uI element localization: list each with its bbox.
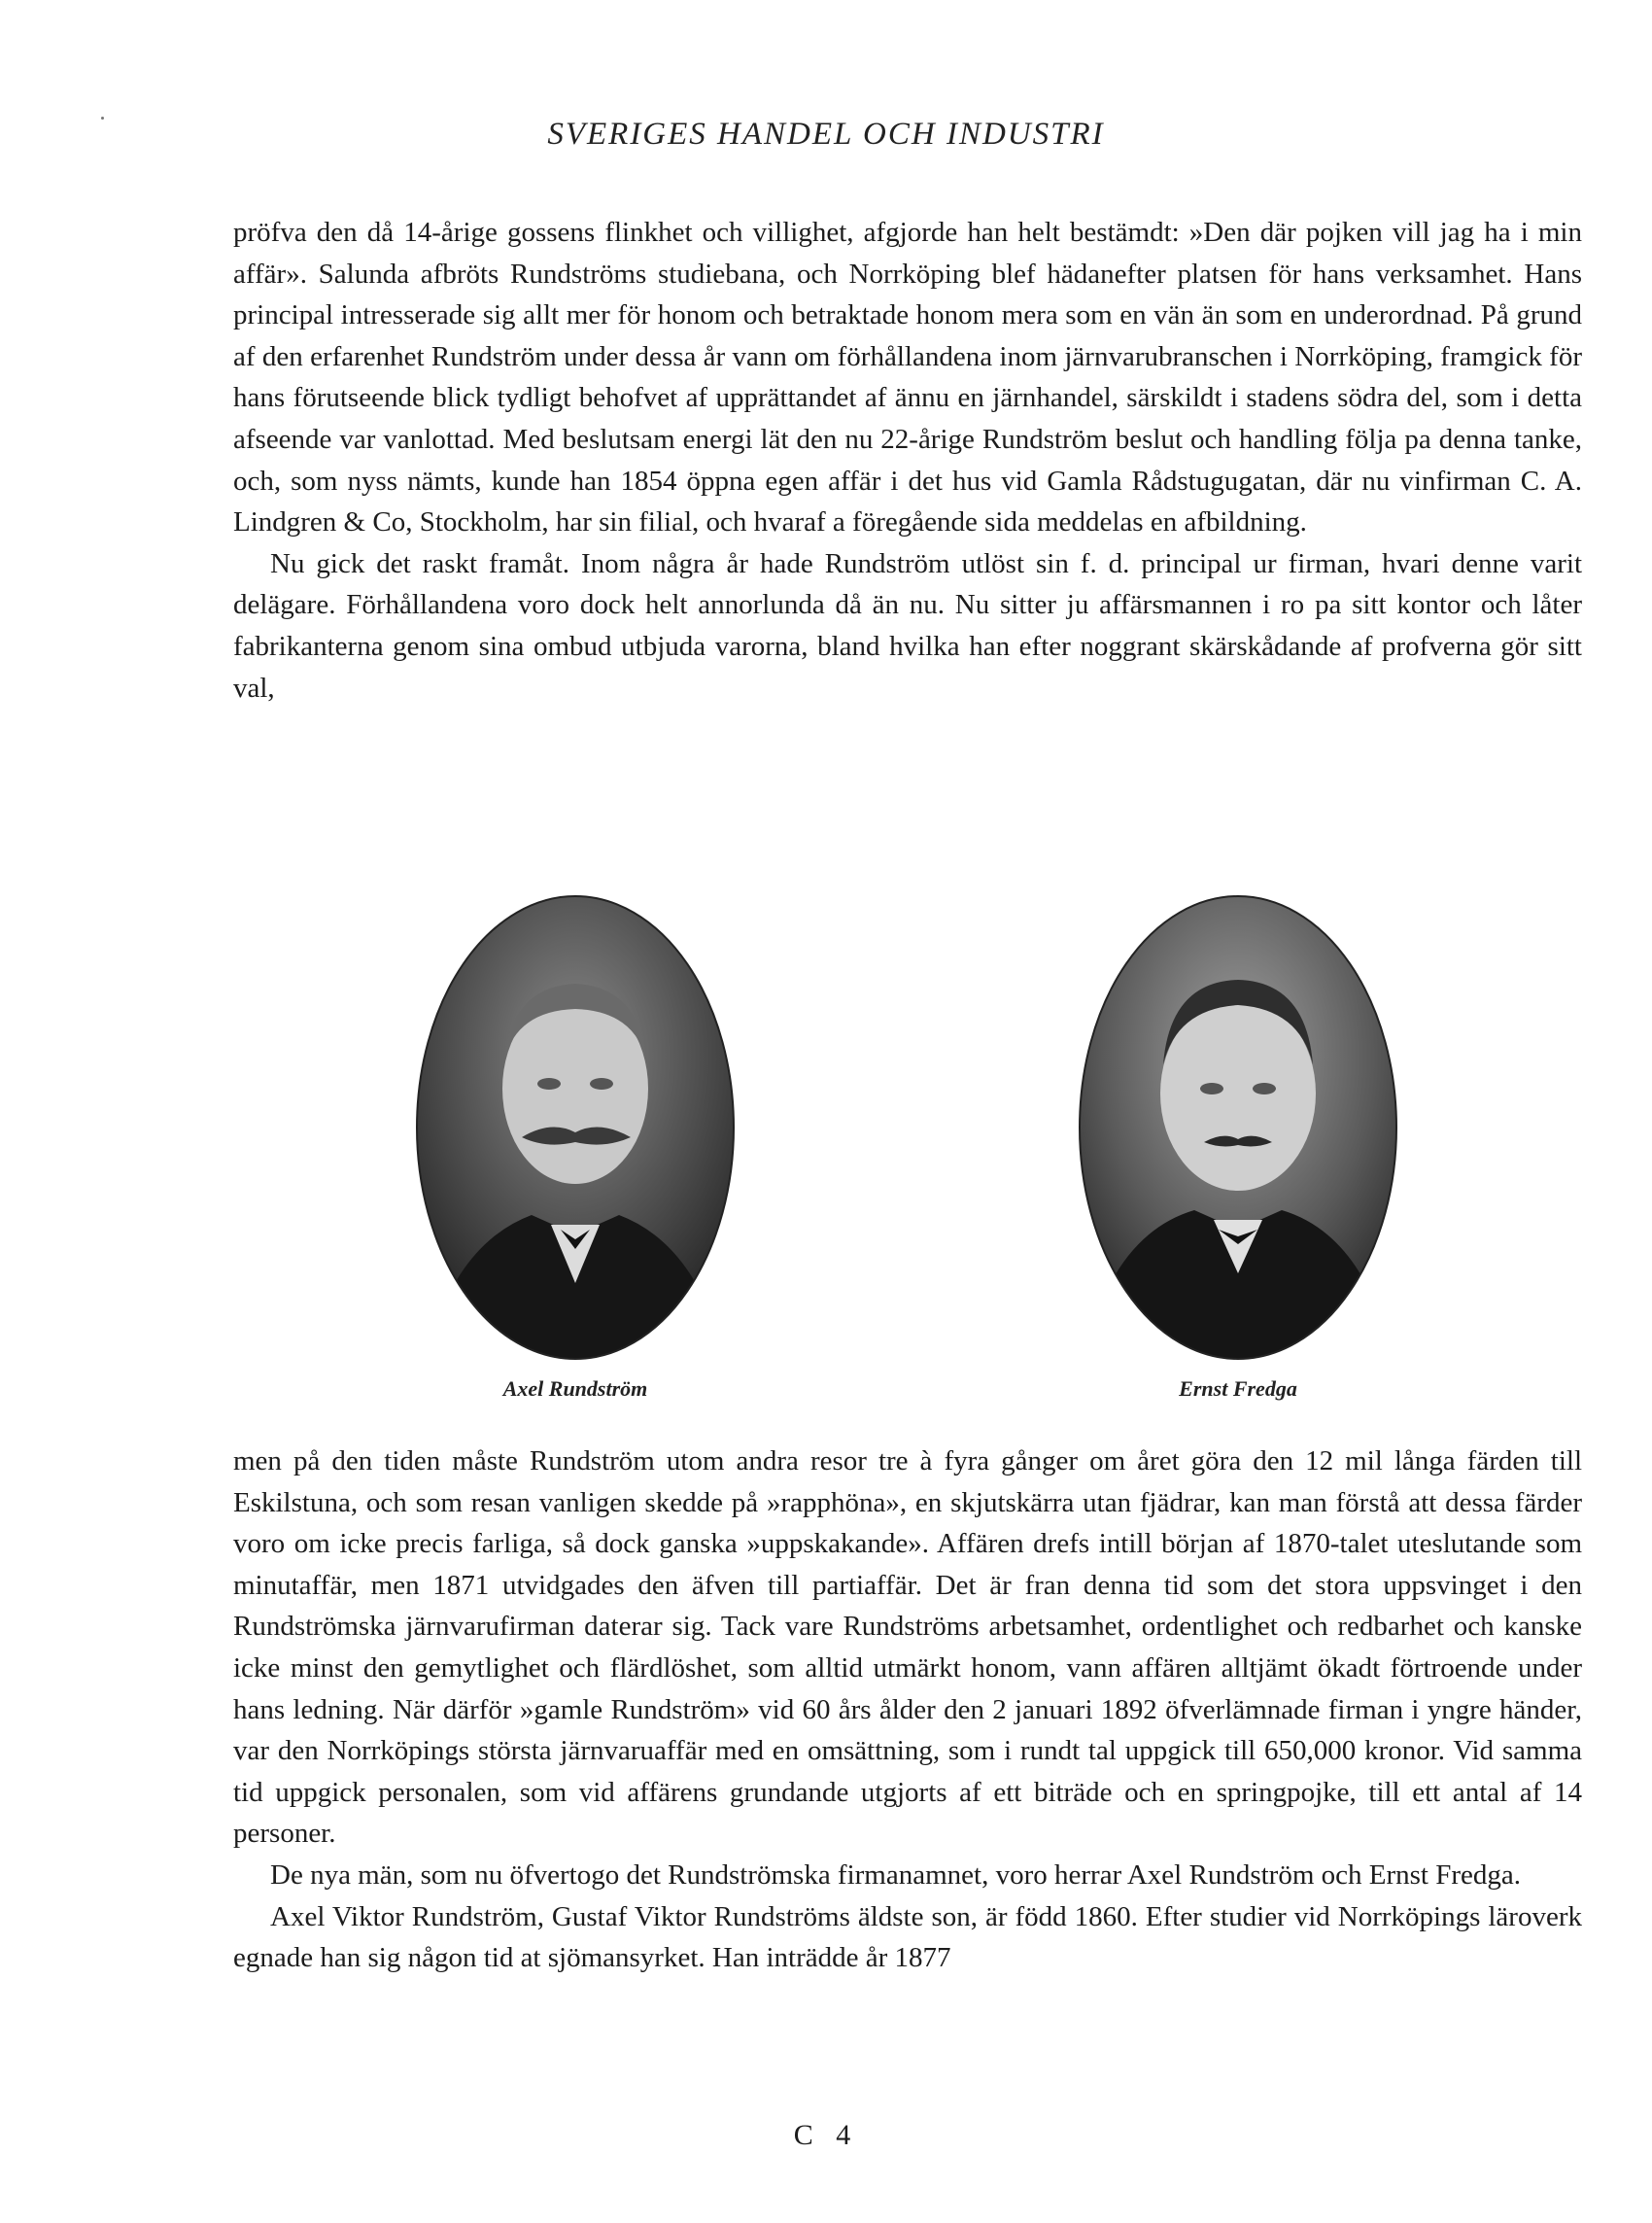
text-block-bottom bbox=[233, 1441, 1582, 1979]
text-block-top bbox=[233, 212, 1582, 709]
page-signature: C 4 bbox=[793, 2119, 859, 2151]
paragraph: Nu gick det raskt framåt. Inom några år hade Rundström utlöst sin f. d. principal ur firman, hvari denne varit delägare. Förhållandena voro dock helt annorlunda då än nu. Nu sitter ju affärsmannen i ro pa sitt kontor och låter fabrikanterna genom sina ombud utbjuda varorna, bland hvilka han efter noggrant skärskådande af profverna gör sitt val, bbox=[233, 547, 1582, 704]
paragraph: men på den tiden måste Rundström utom andra resor tre à fyra gånger om året göra den 12 mil långa färden till Eskilstuna, och som resan vanligen skedde på »rapphöna», en skjutskärra utan fjädrar, kan man förstå att dessa färder voro om icke precis farliga, så dock ganska »uppskakande». Affären drefs intill början af 1870-talet uteslutande som minutaffär, men 1871 utvidgades den äfven till partiaffär. Det är fran denna tid som det stora uppsvinget i den Rundströmska järnvarufirman daterar sig. Tack vare Rundströms arbetsamhet, ordentlighet och redbarhet och kanske icke minst den gemytlighet och flärdlöshet, som alltid utmärkt honom, vann affären alltjämt ökadt förtroende under hans ledning. När därför »gamle Rundström» vid 60 års ålder den 2 januari 1892 öfverlämnade firman i yngre händer, var den Norrköpings största järnvaruaffär med en omsättning, som i rundt tal uppgick till 650,000 kronor. Vid samma tid uppgick personalen, som vid affärens grundande utgjorts af ett biträde och en springpojke, till ett antal af 14 personer. bbox=[233, 1445, 1582, 1850]
portrait-figure-ernst-fredga bbox=[1058, 894, 1418, 1402]
running-head: SVERIGES HANDEL OCH INDUSTRI bbox=[547, 117, 1105, 152]
portrait-photo bbox=[1078, 894, 1398, 1361]
portrait-photo bbox=[415, 894, 736, 1361]
portrait-figure-axel-rundstrom bbox=[396, 894, 755, 1402]
paragraph: pröfva den då 14-årige gossens flinkhet och villighet, afgjorde han helt bestämdt: »Den där pojken vill jag ha i min affär». Salunda afbröts Rundströms studiebana, och Norrköping blef hädanefter platsen för hans verksamhet. Hans principal intresserade sig allt mer för honom och betraktade honom mera som en vän än som en underordnad. På grund af den erfarenhet Rundström under dessa år vann om förhållandena inom järnvarubranschen i Norrköping, framgick för hans förutseende blick tydligt behofvet af upprättandet af ännu en järnhandel, särskildt i stadens södra del, som i detta afseende var vanlottad. Med beslutsam energi lät den nu 22-årige Rundström beslut och handling följa pa denna tanke, och, som nyss nämts, kunde han 1854 öppna egen affär i det hus vid Gamla Rådstugugatan, där nu vinfirman C. A. Lindgren & Co, Stockholm, har sin filial, och hvaraf a föregående sida meddelas en afbildning. bbox=[233, 217, 1582, 538]
portrait-caption: Axel Rundström bbox=[502, 1376, 648, 1401]
paragraph: De nya män, som nu öfvertogo det Rundströmska firmanamnet, voro herrar Axel Rundström och Ernst Fredga. bbox=[270, 1858, 1522, 1891]
paragraph: Axel Viktor Rundström, Gustaf Viktor Rundströms äldste son, är född 1860. Efter studier vid Norrköpings läroverk egnade han sig någon tid at sjömansyrket. Han inträdde år 1877 bbox=[233, 1900, 1582, 1974]
portrait-caption: Ernst Fredga bbox=[1179, 1376, 1297, 1401]
